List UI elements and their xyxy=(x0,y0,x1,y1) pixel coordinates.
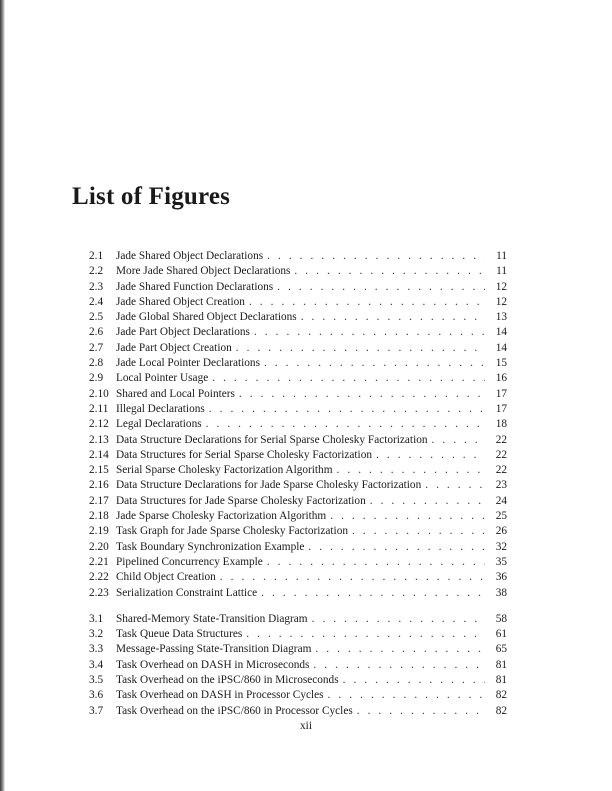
figure-caption: Jade Sparse Cholesky Factorization Algorithm xyxy=(116,510,327,523)
figure-number: 2.18 xyxy=(89,510,109,523)
figure-caption: Task Graph for Jade Sparse Cholesky Factorization xyxy=(116,525,348,538)
figure-caption: Data Structure Declarations for Serial Sparse Cholesky Factorization xyxy=(116,433,428,446)
figure-entry[interactable] xyxy=(89,448,507,463)
page-title: List of Figures xyxy=(72,183,231,210)
figure-entry[interactable] xyxy=(89,325,507,340)
figure-caption: Child Object Creation xyxy=(116,571,216,584)
figure-caption: Jade Part Object Declarations xyxy=(116,326,250,339)
figure-page: 58 xyxy=(495,612,507,625)
figure-number: 2.14 xyxy=(89,448,109,461)
page-number: xii xyxy=(300,720,312,732)
figure-page: 82 xyxy=(495,704,507,717)
figure-number: 2.9 xyxy=(89,372,104,385)
dot-leader xyxy=(206,417,485,432)
dot-leader xyxy=(249,295,485,310)
figure-entry[interactable] xyxy=(89,264,507,279)
figure-caption: Jade Local Pointer Declarations xyxy=(116,357,260,370)
figure-page: 65 xyxy=(495,643,507,656)
figure-number: 2.10 xyxy=(89,387,109,400)
figure-caption: Illegal Declarations xyxy=(116,402,205,415)
figure-number: 3.5 xyxy=(89,674,104,687)
figure-number: 3.1 xyxy=(89,612,104,625)
figure-page: 14 xyxy=(495,341,507,354)
figure-entry[interactable] xyxy=(89,387,507,402)
dot-leader xyxy=(357,704,485,719)
figure-entry[interactable] xyxy=(89,540,507,555)
figure-page: 61 xyxy=(495,628,507,641)
figure-entry[interactable] xyxy=(89,356,507,371)
dot-leader xyxy=(432,433,485,448)
dot-leader xyxy=(328,688,485,703)
figure-number: 2.8 xyxy=(89,357,104,370)
figure-caption: Shared-Memory State-Transition Diagram xyxy=(116,612,308,625)
dot-leader xyxy=(308,540,485,555)
figure-caption: Data Structures for Jade Sparse Cholesky Factorization xyxy=(116,494,366,507)
figure-entry[interactable] xyxy=(89,673,507,688)
figure-entry[interactable] xyxy=(89,433,507,448)
figure-page: 81 xyxy=(495,658,507,671)
figure-entry[interactable] xyxy=(89,509,507,524)
figure-page: 18 xyxy=(495,418,507,431)
figure-page: 38 xyxy=(495,586,507,599)
dot-leader xyxy=(376,448,485,463)
figure-page: 24 xyxy=(495,494,507,507)
figure-list xyxy=(89,249,507,719)
figure-page: 12 xyxy=(495,280,507,293)
dot-leader xyxy=(246,627,485,642)
figure-page: 11 xyxy=(496,250,507,262)
figure-caption: Jade Shared Function Declarations xyxy=(116,280,274,293)
figure-number: 3.6 xyxy=(89,689,104,702)
dot-leader xyxy=(313,658,485,673)
dot-leader xyxy=(239,387,485,402)
dot-leader xyxy=(236,341,485,356)
dot-leader xyxy=(294,264,485,279)
figure-page: 13 xyxy=(495,311,507,324)
dot-leader xyxy=(370,494,485,509)
figure-entry[interactable] xyxy=(89,658,507,673)
figure-caption: Jade Shared Object Declarations xyxy=(116,250,264,262)
figure-page: 22 xyxy=(495,448,507,461)
figure-page: 22 xyxy=(495,464,507,477)
figure-page: 23 xyxy=(495,479,507,492)
figure-caption: Shared and Local Pointers xyxy=(116,387,235,400)
figure-entry[interactable] xyxy=(89,494,507,509)
dot-leader xyxy=(312,612,485,627)
figure-number: 2.22 xyxy=(89,571,109,584)
figure-number: 2.17 xyxy=(89,494,109,507)
figure-caption: Pipelined Concurrency Example xyxy=(116,555,263,568)
figure-page: 17 xyxy=(495,402,507,415)
dot-leader xyxy=(267,249,485,264)
dot-leader xyxy=(337,463,486,478)
figure-page: 35 xyxy=(495,555,507,568)
figure-number: 2.5 xyxy=(89,311,104,324)
figure-caption: Jade Global Shared Object Declarations xyxy=(116,311,297,324)
scan-edge xyxy=(0,0,5,791)
figure-page: 82 xyxy=(495,689,507,702)
figure-page: 16 xyxy=(495,372,507,385)
figure-caption: Jade Shared Object Creation xyxy=(116,295,245,308)
figure-number: 2.19 xyxy=(89,525,109,538)
figure-caption: Task Overhead on the iPSC/860 in Processor Cycles xyxy=(116,704,353,717)
figure-caption: Message-Passing State-Transition Diagram xyxy=(116,643,312,656)
figure-caption: Task Overhead on DASH in Processor Cycles xyxy=(116,689,324,702)
figure-caption: Task Overhead on DASH in Microseconds xyxy=(116,658,310,671)
figure-entry[interactable] xyxy=(89,642,507,657)
dot-leader xyxy=(261,586,485,601)
figure-entry[interactable] xyxy=(89,627,507,642)
figure-page: 17 xyxy=(495,387,507,400)
figure-number: 2.21 xyxy=(89,555,109,568)
figure-page: 26 xyxy=(495,525,507,538)
figure-number: 2.12 xyxy=(89,418,109,431)
figure-number: 2.16 xyxy=(89,479,109,492)
figure-entry[interactable] xyxy=(89,586,507,601)
figure-caption: Data Structure Declarations for Jade Sparse Cholesky Factorization xyxy=(116,479,422,492)
figure-number: 2.11 xyxy=(89,402,109,415)
dot-leader xyxy=(209,402,485,417)
figure-caption: Task Boundary Synchronization Example xyxy=(116,540,305,553)
figure-number: 3.3 xyxy=(89,643,104,656)
figure-caption: Jade Part Object Creation xyxy=(116,341,232,354)
figure-number: 2.2 xyxy=(89,265,104,278)
figure-page: 32 xyxy=(495,540,507,553)
figure-entry[interactable] xyxy=(89,402,507,417)
group-separator xyxy=(89,601,507,612)
dot-leader xyxy=(277,280,485,295)
figure-number: 3.7 xyxy=(89,704,104,717)
dot-leader xyxy=(220,570,485,585)
figure-page: 22 xyxy=(495,433,507,446)
figure-number: 2.13 xyxy=(89,433,109,446)
figure-number: 3.4 xyxy=(89,658,104,671)
figure-entry[interactable] xyxy=(89,295,507,310)
figure-number: 2.20 xyxy=(89,540,109,553)
figure-page: 25 xyxy=(495,510,507,523)
figure-caption: Serialization Constraint Lattice xyxy=(116,586,258,599)
dot-leader xyxy=(267,555,485,570)
figure-caption: Task Overhead on the iPSC/860 in Microseconds xyxy=(116,674,339,687)
figure-entry[interactable] xyxy=(89,249,507,264)
figure-caption: Serial Sparse Cholesky Factorization Algorithm xyxy=(116,464,333,477)
figure-caption: Local Pointer Usage xyxy=(116,372,209,385)
figure-entry[interactable] xyxy=(89,555,507,570)
dot-leader xyxy=(301,310,485,325)
figure-number: 2.4 xyxy=(89,295,104,308)
figure-entry[interactable] xyxy=(89,417,507,432)
figure-entry[interactable] xyxy=(89,688,507,703)
figure-page: 14 xyxy=(495,326,507,339)
figure-entry[interactable] xyxy=(89,704,507,719)
dot-leader xyxy=(315,642,485,657)
figure-entry[interactable] xyxy=(89,524,507,539)
figure-entry[interactable] xyxy=(89,612,507,627)
figure-caption: Data Structures for Serial Sparse Cholesky Factorization xyxy=(116,448,372,461)
dot-leader xyxy=(212,371,485,386)
figure-page: 36 xyxy=(495,571,507,584)
figure-entry[interactable] xyxy=(89,570,507,585)
figure-number: 2.1 xyxy=(89,250,104,262)
figure-entry[interactable] xyxy=(89,478,507,493)
figure-entry[interactable] xyxy=(89,280,507,295)
figure-entry[interactable] xyxy=(89,310,507,325)
figure-page: 11 xyxy=(496,265,507,278)
dot-leader xyxy=(352,524,485,539)
figure-page: 81 xyxy=(495,674,507,687)
dot-leader xyxy=(425,478,485,493)
figure-caption: Legal Declarations xyxy=(116,418,202,431)
figure-caption: Task Queue Data Structures xyxy=(116,628,243,641)
dot-leader xyxy=(330,509,485,524)
figure-number: 3.2 xyxy=(89,628,104,641)
dot-leader xyxy=(343,673,485,688)
figure-number: 2.15 xyxy=(89,464,109,477)
figure-entry[interactable] xyxy=(89,371,507,386)
figure-caption: More Jade Shared Object Declarations xyxy=(116,265,291,278)
figure-page: 15 xyxy=(495,357,507,370)
figure-number: 2.7 xyxy=(89,341,104,354)
figure-number: 2.3 xyxy=(89,280,104,293)
dot-leader xyxy=(264,356,485,371)
figure-page: 12 xyxy=(495,295,507,308)
figure-number: 2.23 xyxy=(89,586,109,599)
dot-leader xyxy=(254,325,485,340)
figure-number: 2.6 xyxy=(89,326,104,339)
figure-entry[interactable] xyxy=(89,341,507,356)
figure-entry[interactable] xyxy=(89,463,507,478)
